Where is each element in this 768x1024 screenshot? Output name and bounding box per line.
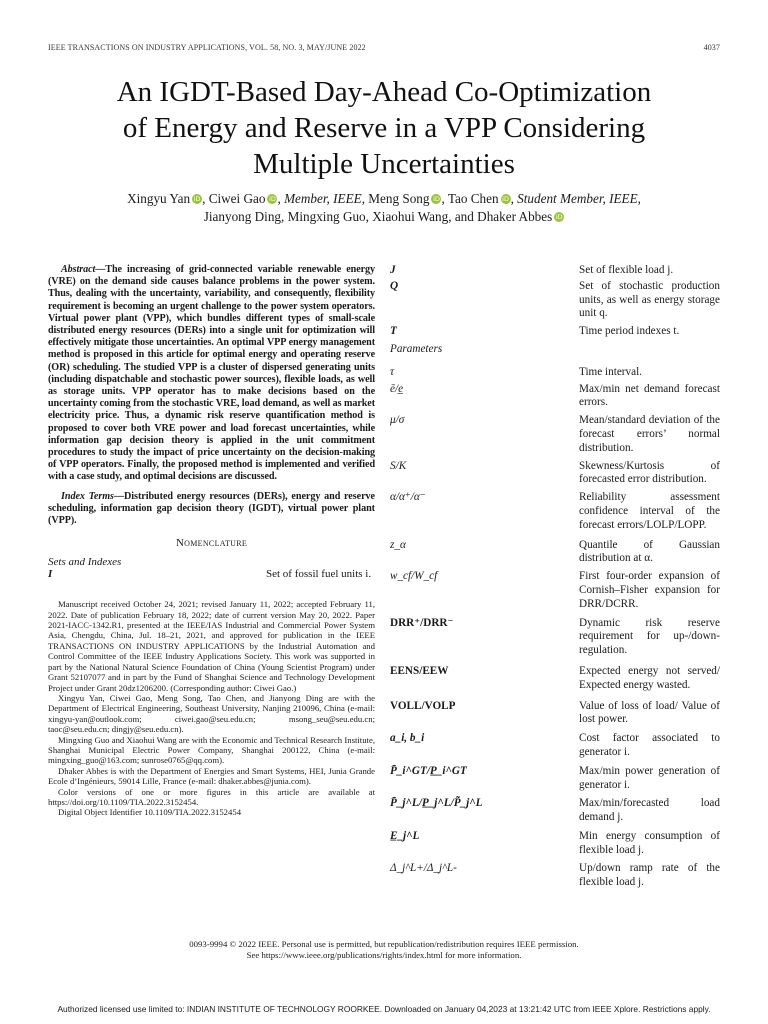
nomenclature-definition: Cost factor associated to generator i. — [579, 732, 720, 758]
nomenclature-entry — [48, 568, 375, 585]
orcid-icon[interactable]: iD — [555, 213, 563, 221]
running-head — [48, 43, 720, 55]
nomenclature-entry — [388, 366, 720, 380]
nomenclature-symbol: Δ_j^L+/Δ_j^L- — [390, 862, 457, 875]
nomenclature-definition: Skewness/Kurtosis of forecasted error distribution. — [579, 459, 720, 486]
nomenclature-symbol: P̄_i^GT/P̲_i^GT — [390, 764, 467, 777]
footnote-affiliation: Mingxing Guo and Xiaohui Wang are with the Economic and Technical Research Institute, Shanghai Municipal Electric Power Company, Shanghai 200122, China (e-mail: mingxing_guo@163.com; sunrose0765@qq.com). — [48, 734, 375, 766]
paper-title — [60, 74, 708, 182]
nomenclature-entry — [388, 570, 720, 611]
nomenclature-definition: Min energy consumption of flexible load j. — [579, 829, 720, 856]
nomenclature-entry — [388, 765, 720, 793]
footnote-color-versions: Color versions of one or more figures in this article are available at https://doi.org/10.1109/TIA.2022.3152454. — [48, 786, 375, 807]
nomenclature-symbol: S/K — [390, 459, 407, 472]
page-number: 4037 — [703, 43, 720, 52]
orcid-icon[interactable]: iD — [193, 195, 201, 203]
nomenclature-definition: Reliability assessment confidence interval of the forecast errors/LOLP/LOPP. — [579, 491, 720, 531]
nomenclature-entry — [388, 539, 720, 567]
author-list — [40, 190, 728, 226]
author-name: Jianyong Ding — [203, 209, 282, 224]
nomenclature-definition: Dynamic risk reserve requirement for up-/down-regulation. — [579, 616, 720, 657]
nomenclature-symbol: τ — [390, 365, 395, 378]
index-terms: Index Terms—Distributed energy resources (DERs), energy and reserve scheduling, information gap decision theory (IGDT), virtual power plant (VPP). — [48, 490, 375, 527]
nomenclature-symbol: EENS/EEW — [390, 664, 449, 677]
nomenclature-entry — [388, 414, 720, 455]
footnote-received: Manuscript received October 24, 2021; revised January 11, 2022; accepted February 11, 2022. Date of publication February 18, 2022; date of current version May 20, 2022. Paper 2021-IACC-1342.R1, presented at the IEEE/IAS Industrial and Commercial Power System Asia, Chengdu, China, Jul. 18–21, 2021, and approved for publication in the IEEE TRANSACTIONS ON INDUSTRY APPLICATIONS by the Industrial Automation and Control Committee of the IEEE Industry Applications Society. This work was supported in part by the National Natural Science Foundation of China (Young Scientist Program) under Grant 52107077 and in part by the Fund of Shanghai Science and Technology Development Project under Grant 20dz1206200. (Corresponding author: Ciwei Gao.) — [48, 599, 375, 693]
nomenclature-entry — [388, 325, 720, 339]
footnote-affiliation: Xingyu Yan, Ciwei Gao, Meng Song, Tao Chen, and Jianyong Ding are with the Department of Electrical Engineering, Southeast University, Nanjing 210096, China (e-mail: xingyu-yan@outlook.com; ciwei.gao@seu.edu.cn; msong_seu@seu.edu.cn; taoc@seu.edu.cn; dingjy@seu.edu.cn). — [48, 692, 375, 735]
nomenclature-symbol: a_i, b_i — [390, 732, 425, 745]
nomenclature-definition: Max/min net demand forecast errors. — [579, 382, 720, 409]
orcid-icon[interactable]: iD — [269, 195, 276, 203]
authorized-use-notice: Authorized licensed use limited to: INDIAN INSTITUTE OF TECHNOLOGY ROORKEE. Downloaded on January 04,2023 at 13:21:42 UTC from IEEE Xplore. Restrictions apply. — [57, 1004, 711, 1014]
left-column — [48, 264, 375, 818]
nomenclature-symbol: DRR⁺/DRR⁻ — [390, 616, 454, 629]
author-name: Tao Chen — [447, 191, 499, 206]
title-line-1: An IGDT-Based Day-Ahead Co-Optimization — [116, 76, 652, 108]
author-name: Xiaohui Wang — [372, 209, 449, 224]
nomenclature-definition: Quantile of Gaussian distribution at α. — [579, 538, 720, 565]
nomenclature-symbol: I — [48, 568, 53, 581]
author-role: Student Member, IEEE — [517, 191, 638, 206]
nomenclature-definition: Value of loss of load/ Value of lost power. — [579, 699, 720, 726]
nomenclature-symbol: P̄_j^L/P̲_j^L/P̃_j^L — [390, 797, 483, 810]
nomenclature-entry — [388, 460, 720, 488]
nomenclature-entry — [388, 665, 720, 693]
copyright-notice — [40, 939, 728, 961]
nomenclature-definition: Expected energy not served/ Expected energy wasted. — [579, 664, 720, 691]
parameters-heading: Parameters — [390, 342, 443, 355]
nomenclature-definition: Up/down ramp rate of the flexible load j. — [579, 862, 720, 889]
abstract-label: Abstract — [61, 264, 96, 275]
nomenclature-entry — [388, 797, 720, 825]
nomenclature-symbol: z_α — [390, 538, 406, 551]
author-name: Xingyu Yan — [127, 191, 191, 206]
nomenclature-definition: Time period indexes t. — [579, 325, 680, 338]
nomenclature-entry — [388, 830, 720, 858]
nomenclature-definition: Max/min/forecasted load demand j. — [579, 797, 720, 824]
nomenclature-definition: Max/min power generation of generator i. — [579, 764, 720, 791]
orcid-icon[interactable]: iD — [502, 195, 509, 203]
author-name: Mingxing Guo — [287, 209, 366, 224]
nomenclature-symbol: VOLL/VOLP — [390, 699, 456, 712]
footnote-doi: Digital Object Identifier 10.1109/TIA.2022.3152454 — [58, 807, 242, 818]
nomenclature-entry — [388, 264, 720, 278]
title-line-2: of Energy and Reserve in a VPP Considering — [122, 112, 646, 144]
nomenclature-definition: First four-order expansion of Cornish–Fisher expansion for DRR/DCRR. — [579, 570, 720, 610]
nomenclature-symbol: ē/e̲ — [390, 382, 404, 395]
nomenclature-symbol: μ/σ — [390, 414, 405, 427]
copyright-rights-link[interactable]: See https://www.ieee.org/publications/rights/index.html for more information. — [246, 950, 522, 960]
nomenclature-symbol: T — [390, 325, 397, 338]
nomenclature-definition: Set of flexible load j. — [579, 264, 674, 276]
nomenclature-definition: Set of stochastic production units, as well as energy storage unit q. — [579, 279, 720, 320]
nomenclature-entry — [388, 617, 720, 658]
author-role: Member, IEEE — [284, 191, 362, 206]
index-terms-text: Distributed energy resources (DERs), energy and reserve scheduling, information gap decision theory (IGDT), virtual power plant (VPP). — [48, 490, 375, 527]
orcid-icon[interactable]: iD — [433, 195, 440, 203]
nomenclature-definition: Time interval. — [579, 365, 642, 378]
nomenclature-definition: Set of fossil fuel units i. — [266, 568, 372, 581]
author-name: Meng Song — [368, 191, 430, 206]
author-name: Ciwei Gao — [208, 191, 266, 206]
author-line-1: Xingyu Yan iD , Ciwei Gao iD , Member, IEEE, Meng Song iD , Tao Chen iD , Student Member, IEEE, — [127, 191, 641, 206]
sets-heading: Sets and Indexes — [48, 556, 122, 569]
nomenclature-entry — [388, 280, 720, 321]
copyright-line: 0093-9994 © 2022 IEEE. Personal use is permitted, but republication/redistribution requires IEEE permission. — [189, 939, 579, 949]
nomenclature-entry — [388, 732, 720, 760]
footnote-affiliation: Dhaker Abbes is with the Department of Energies and Smart Systems, HEI, Junia Grande Ecole d’Ingénieurs, 59014 Lille, France (e-mail: dhaker.abbes@junia.com). — [48, 765, 375, 787]
nomenclature-entry — [388, 700, 720, 728]
author-name: Dhaker Abbes — [477, 209, 553, 224]
nomenclature-entry — [388, 862, 720, 890]
nomenclature-symbol: α/α⁺/α⁻ — [390, 491, 426, 504]
nomenclature-symbol: Q — [390, 279, 399, 292]
right-column — [388, 264, 720, 890]
footnote — [48, 599, 375, 818]
nomenclature-symbol: w_cf/W_cf — [390, 570, 438, 583]
title-line-3: Multiple Uncertainties — [253, 148, 515, 180]
nomenclature-symbol: J — [390, 264, 396, 276]
nomenclature-symbol: E̲_j^L — [390, 829, 420, 842]
author-line-2: Jianyong Ding, Mingxing Guo, Xiaohui Wang, and Dhaker Abbes iD — [203, 209, 563, 224]
journal-citation: IEEE TRANSACTIONS ON INDUSTRY APPLICATIONS, VOL. 58, NO. 3, MAY/JUNE 2022 — [48, 43, 366, 52]
index-terms-label: Index Terms — [61, 490, 114, 502]
nomenclature-definition: Mean/standard deviation of the forecast errors’ normal distribution. — [579, 414, 720, 454]
abstract: Abstract—The increasing of grid-connected variable renewable energy (VRE) on the demand side causes balance problems in the power system. Thus, dealing with the uncertainty, variability, and consequently, flexibility requirement is becoming an urgent challenge to the power system operators. Virtual power plant (VPP), which bundles different types of small-scale distributed energy resources (DERs) into a single unit for optimization will effectively mitigate those uncertainties. An optimal VPP energy management method is proposed in this article for optimal energy and operating reserve (OR) scheduling. The studied VPP is a cluster of dispersed generating units (including dispatchable and stochastic power sources), flexible loads, as well as storage units. VPP operator has to make decisions based on the uncertainty coming from the stochastic VRE, load demand, as well as market electricity price. Thus, a dynamic risk reserve quantification method is proposed to cover both VRE power and load forecast uncertainties, while information gap decision theory is applied in the unit commitment procedures to study the impact of price uncertainty on the decision-making of VPP operators. Finally, the proposed method is implemented and verified with a case study, and optimal decisions are discussed. — [48, 264, 375, 483]
nomenclature-entry — [388, 383, 720, 411]
nomenclature-heading: Nomenclature — [175, 537, 248, 550]
abstract-text: The increasing of grid-connected variable renewable energy (VRE) on the demand side causes balance problems in the power system. Thus, dealing with the uncertainty, variability, and consequently, flexibility requirement is becoming an urgent challenge to the power system operators. Virtual power plant (VPP), which bundles different types of small-scale distributed energy resources (DERs) into a single unit for optimization will effectively mitigate those uncertainties. An optimal VPP energy management method is proposed in this article for optimal energy and operating reserve (OR) scheduling. The studied VPP is a cluster of dispersed generating units (including dispatchable and stochastic power sources), flexible loads, as well as storage units. VPP operator has to make decisions based on the uncertainty coming from the stochastic VRE, load demand, as well as market electricity price. Thus, a dynamic risk reserve quantification method is proposed to cover both VRE power and load forecast uncertainties, while information gap decision theory is applied in the unit commitment procedures to study the impact of price uncertainty on the decision-making of VPP operators. Finally, the proposed method is implemented and verified with a case study, and optimal decisions are discussed. — [48, 264, 375, 483]
nomenclature-entry — [388, 491, 720, 532]
